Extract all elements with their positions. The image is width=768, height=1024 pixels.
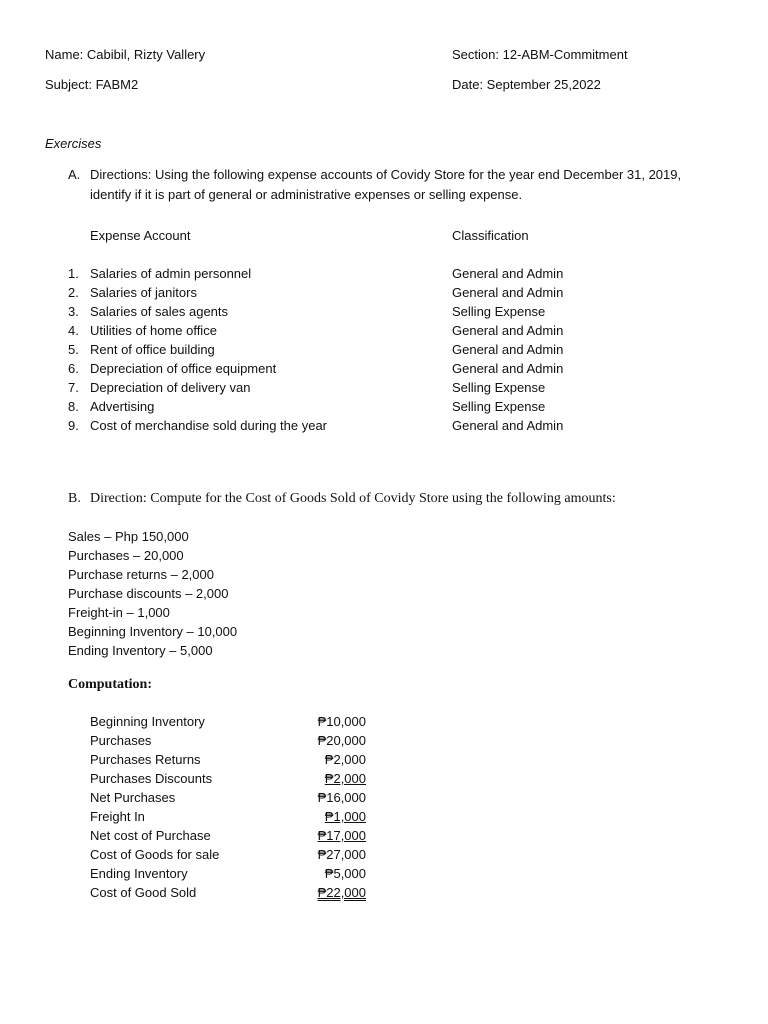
row-number: 8. (68, 399, 79, 414)
computation-label: Ending Inventory (90, 866, 188, 881)
computation-amount: ₱16,000 (317, 790, 366, 805)
computation-amount: ₱20,000 (317, 733, 366, 748)
expense-account: Salaries of sales agents (90, 304, 229, 319)
expense-account: Depreciation of delivery van (90, 380, 251, 395)
row-number: 3. (68, 304, 79, 319)
given-amount: Purchase returns – 2,000 (68, 567, 214, 582)
subject: Subject: FABM2 (45, 77, 139, 92)
row-number: 1. (68, 266, 79, 281)
given-amount: Purchases – 20,000 (68, 548, 184, 563)
classification: General and Admin (452, 266, 564, 281)
given-amount: Freight-in – 1,000 (68, 605, 170, 620)
section: Section: 12-ABM-Commitment (452, 47, 628, 62)
row-number: 4. (68, 323, 79, 338)
computation-amount: ₱2,000 (324, 771, 366, 786)
computation-label: Cost of Good Sold (90, 885, 197, 900)
part-a-directions-2: identify if it is part of general or administrative expenses or selling expense. (90, 187, 523, 202)
row-number: 6. (68, 361, 79, 376)
expense-account: Depreciation of office equipment (90, 361, 277, 376)
given-amount: Purchase discounts – 2,000 (68, 586, 229, 601)
part-b-letter: B. (68, 491, 81, 506)
computation-label: Net Purchases (90, 790, 176, 805)
computation-amount: ₱5,000 (324, 866, 366, 881)
given-amount: Beginning Inventory – 10,000 (68, 624, 238, 639)
classification: General and Admin (452, 418, 564, 433)
expense-account: Rent of office building (90, 342, 215, 357)
expense-account: Utilities of home office (90, 323, 217, 338)
column-header-account: Expense Account (90, 228, 191, 243)
row-number: 5. (68, 342, 79, 357)
part-a-letter: A. (68, 167, 81, 182)
computation-label: Purchases (90, 733, 152, 748)
classification: General and Admin (452, 342, 564, 357)
computation-amount: ₱1,000 (324, 809, 366, 824)
classification: Selling Expense (452, 304, 546, 319)
computation-title: Computation: (68, 677, 153, 692)
given-amount: Ending Inventory – 5,000 (68, 643, 213, 658)
date: Date: September 25,2022 (452, 77, 601, 92)
column-header-classification: Classification (452, 228, 529, 243)
computation-label: Beginning Inventory (90, 714, 205, 729)
computation-amount: ₱10,000 (317, 714, 366, 729)
computation-amount: ₱22,000 (317, 885, 366, 900)
computation-label: Cost of Goods for sale (90, 847, 220, 862)
expense-account: Salaries of admin personnel (90, 266, 252, 281)
computation-amount: ₱17,000 (317, 828, 366, 843)
computation-amount: ₱2,000 (324, 752, 366, 767)
expense-account: Advertising (90, 399, 155, 414)
classification: General and Admin (452, 285, 564, 300)
computation-label: Net cost of Purchase (90, 828, 211, 843)
exercises-title: Exercises (45, 136, 102, 151)
row-number: 7. (68, 380, 79, 395)
part-b-direction: Direction: Compute for the Cost of Goods Sold of Covidy Store using the following amounts: (90, 491, 616, 506)
given-amount: Sales – Php 150,000 (68, 529, 189, 544)
expense-account: Salaries of janitors (90, 285, 197, 300)
computation-amount: ₱27,000 (317, 847, 366, 862)
computation-label: Purchases Returns (90, 752, 201, 767)
classification: Selling Expense (452, 399, 546, 414)
classification: General and Admin (452, 323, 564, 338)
row-number: 2. (68, 285, 79, 300)
expense-account: Cost of merchandise sold during the year (90, 418, 328, 433)
computation-label: Purchases Discounts (90, 771, 213, 786)
computation-label: Freight In (90, 809, 145, 824)
classification: Selling Expense (452, 380, 546, 395)
row-number: 9. (68, 418, 79, 433)
classification: General and Admin (452, 361, 564, 376)
part-a-directions-1: Directions: Using the following expense accounts of Covidy Store for the year end December 31, 2019, (90, 167, 682, 182)
student-name: Name: Cabibil, Rizty Vallery (45, 47, 206, 62)
